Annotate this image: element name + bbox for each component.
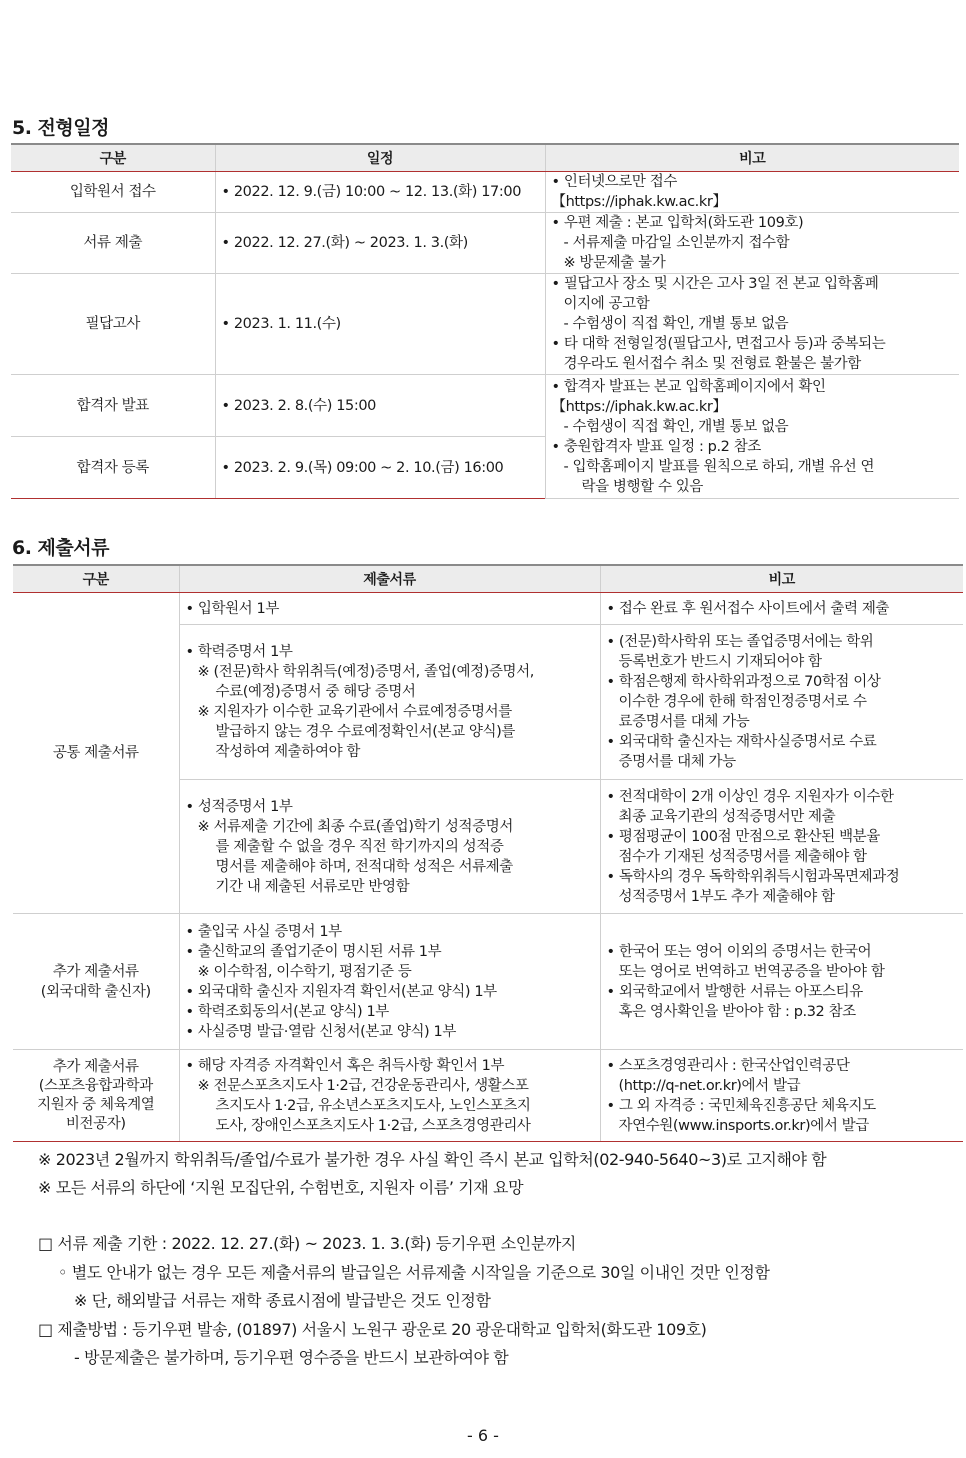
note-line: 락을 병행할 수 있음 [581, 478, 703, 495]
schedule-header-category: 구분 [11, 144, 215, 172]
documents-list [179, 914, 600, 1050]
schedule-date: • 2022. 12. 27.(화) ~ 2023. 1. 3.(화) [215, 213, 545, 274]
section6-title: 6. 제출서류 [12, 537, 109, 559]
schedule-date: • 2023. 1. 11.(수) [215, 274, 545, 375]
doc-line: • 학력증명서 1부 [185, 644, 293, 660]
note-line: • 외국학교에서 발행한 서류는 아포스티유 [606, 983, 863, 1000]
note-line: • 합격자 발표는 본교 입학홈페이지에서 확인 [551, 378, 826, 395]
documents-row [13, 914, 963, 1050]
note-line: 료증명서를 대체 가능 [618, 714, 750, 730]
documents-list [179, 593, 600, 625]
page-number: - 6 - [467, 1426, 499, 1445]
note-line: 경우라도 원서접수 취소 및 전형료 환불은 불가함 [563, 356, 861, 372]
schedule-category: 서류 제출 [11, 213, 215, 274]
doc-line: • 출신학교의 졸업기준이 명시된 서류 1부 [185, 943, 442, 960]
schedule-category: 합격자 등록 [11, 437, 215, 499]
note-line: 【https://iphak.kw.ac.kr】 [551, 398, 727, 415]
documents-row [13, 593, 963, 625]
submission-visit: - 방문제출은 불가하며, 등기우편 영수증을 반드시 보관하여야 함 [74, 1348, 509, 1367]
doc-line: 기간 내 제출된 서류로만 반영함 [215, 878, 410, 895]
documents-table [13, 564, 963, 1142]
note-line: • 그 외 자격증 : 국민체육진흥공단 체육지도 [606, 1097, 876, 1114]
doc-line: 도사, 장애인스포츠지도사 1·2급, 스포츠경영관리사 [215, 1117, 531, 1134]
schedule-note [545, 375, 959, 499]
schedule-row [11, 274, 959, 375]
doc-line: 발급하지 않는 경우 수료예정확인서(본교 양식)를 [215, 724, 515, 740]
documents-header-docs: 제출서류 [179, 565, 600, 593]
note-line: 【https://iphak.kw.ac.kr】 [551, 194, 727, 210]
doc-line: • 출입국 사실 증명서 1부 [185, 923, 342, 940]
note-line: 증명서를 대체 가능 [618, 754, 736, 770]
doc-line: • 입학원서 1부 [185, 600, 279, 617]
schedule-category: 필답고사 [11, 274, 215, 375]
doc-line: 를 제출할 수 없을 경우 직전 학기까지의 성적증 [215, 838, 504, 855]
submission-method: □ 제출방법 : 등기우편 발송, (01897) 서울시 노원구 광운로 20 광운대학교 입학처(화도관 109호) [38, 1320, 707, 1339]
schedule-row [11, 213, 959, 274]
note-line: 등록번호가 반드시 기재되어야 함 [618, 654, 822, 670]
footnote-deadline-notice: ※ 2023년 2월까지 학위취득/졸업/수료가 불가한 경우 사실 확인 즉시 본교 입학처(02-940-5640~3)로 고지해야 함 [38, 1150, 827, 1169]
schedule-note [545, 213, 959, 274]
documents-category: 추가 제출서류 (스포츠융합과학과 지원자 중 체육계열 비전공자) [13, 1050, 179, 1142]
schedule-header-row [11, 144, 959, 172]
note-line: - 수험생이 직접 확인, 개별 통보 없음 [563, 316, 789, 332]
footnote-document-label: ※ 모든 서류의 하단에 ‘지원 모집단위, 수험번호, 지원자 이름’ 기재 요망 [38, 1178, 524, 1197]
note-line: • 평점평균이 100점 만점으로 환산된 백분율 [606, 828, 880, 845]
note-line: • 외국대학 출신자는 재학사실증명서로 수료 [606, 734, 877, 750]
note-line: 이수한 경우에 한해 학점인정증명서로 수 [618, 694, 867, 710]
schedule-category: 입학원서 접수 [11, 172, 215, 213]
documents-note [600, 625, 963, 780]
schedule-row [11, 172, 959, 213]
schedule-table [11, 143, 959, 499]
schedule-category: 합격자 발표 [11, 375, 215, 437]
documents-list [179, 1050, 600, 1142]
note-line: • 접수 완료 후 원서접수 사이트에서 출력 제출 [606, 600, 890, 617]
documents-note [600, 914, 963, 1050]
note-line: • 한국어 또는 영어 이외의 증명서는 한국어 [606, 943, 872, 960]
note-line: - 수험생이 직접 확인, 개별 통보 없음 [563, 418, 789, 435]
schedule-date: • 2023. 2. 8.(수) 15:00 [215, 375, 545, 437]
section5-title: 5. 전형일정 [12, 117, 109, 139]
documents-list [179, 780, 600, 914]
doc-line: ※ 지원자가 이수한 교육기관에서 수료예정증명서를 [197, 704, 512, 720]
note-line: (http://q-net.or.kr)에서 발급 [618, 1077, 801, 1094]
note-line: 성적증명서 1부도 추가 제출해야 함 [618, 888, 835, 905]
submission-deadline: □ 서류 제출 기한 : 2022. 12. 27.(화) ~ 2023. 1. 3.(화) 등기우편 소인분까지 [38, 1234, 576, 1253]
doc-line: • 성적증명서 1부 [185, 798, 293, 815]
schedule-header-date: 일정 [215, 144, 545, 172]
schedule-date: • 2022. 12. 9.(금) 10:00 ~ 12. 13.(화) 17:00 [215, 172, 545, 213]
note-line: 이지에 공고함 [563, 296, 650, 312]
doc-line: 명서를 제출해야 하며, 전적대학 성적은 서류제출 [215, 858, 513, 875]
note-line: • 타 대학 전형일정(필답고사, 면접고사 등)과 중복되는 [551, 336, 886, 352]
documents-note [600, 780, 963, 914]
doc-line: ※ 전문스포츠지도사 1·2급, 건강운동관리사, 생활스포 [197, 1077, 529, 1094]
note-line: • 인터넷으로만 접수 [551, 174, 677, 190]
doc-line: ※ 이수학점, 이수학기, 평점기준 등 [197, 963, 412, 980]
doc-line: ※ (전문)학사 학위취득(예정)증명서, 졸업(예정)증명서, [197, 664, 534, 680]
schedule-note [545, 274, 959, 375]
doc-line: • 사실증명 발급·열람 신청서(본교 양식) 1부 [185, 1023, 456, 1040]
note-line: • 학점은행제 학사학위과정으로 70학점 이상 [606, 674, 881, 690]
doc-line: 수료(예정)증명서 중 해당 증명서 [215, 684, 416, 700]
note-line: 혹은 영사확인을 받아야 함 : p.32 참조 [618, 1003, 856, 1020]
note-line: • 필답고사 장소 및 시간은 고사 3일 전 본교 입학홈페 [551, 276, 879, 292]
submission-validity: ◦ 별도 안내가 없는 경우 모든 제출서류의 발급일은 서류제출 시작일을 기준으로 30일 이내인 것만 인정함 [58, 1263, 770, 1282]
note-line: • 충원합격자 발표 일정 : p.2 참조 [551, 438, 761, 455]
schedule-header-note: 비고 [545, 144, 959, 172]
doc-line: • 학력조회동의서(본교 양식) 1부 [185, 1003, 389, 1020]
doc-line: 츠지도사 1·2급, 유소년스포츠지도사, 노인스포츠지 [215, 1097, 531, 1114]
doc-line: 작성하여 제출하여야 함 [215, 744, 360, 760]
note-line: 최종 교육기관의 성적증명서만 제출 [618, 808, 836, 825]
note-line: • 스포츠경영관리사 : 한국산업인력공단 [606, 1057, 850, 1074]
schedule-note [545, 172, 959, 213]
note-line: ※ 방문제출 불가 [563, 255, 666, 271]
note-line: 자연수원(www.insports.or.kr)에서 발급 [618, 1117, 869, 1134]
note-line: • 독학사의 경우 독학학위취득시험과목면제과정 [606, 868, 900, 885]
documents-header-row [13, 565, 963, 593]
note-line: • (전문)학사학위 또는 졸업증명서에는 학위 [606, 634, 874, 650]
documents-header-note: 비고 [600, 565, 963, 593]
schedule-row [11, 375, 959, 437]
note-line: 또는 영어로 번역하고 번역공증을 받아야 함 [618, 963, 885, 980]
doc-line: • 해당 자격증 자격확인서 혹은 취득사항 확인서 1부 [185, 1057, 505, 1074]
documents-note [600, 1050, 963, 1142]
documents-category: 공통 제출서류 [13, 593, 179, 914]
note-line: • 전적대학이 2개 이상인 경우 지원자가 이수한 [606, 788, 894, 805]
doc-line: ※ 서류제출 기간에 최종 수료(졸업)학기 성적증명서 [197, 818, 513, 835]
documents-category: 추가 제출서류 (외국대학 출신자) [13, 914, 179, 1050]
doc-line: • 외국대학 출신자 지원자격 확인서(본교 양식) 1부 [185, 983, 497, 1000]
documents-list [179, 625, 600, 780]
documents-note [600, 593, 963, 625]
note-line: • 우편 제출 : 본교 입학처(화도관 109호) [551, 215, 804, 231]
documents-row [13, 1050, 963, 1142]
note-line: - 서류제출 마감일 소인분까지 접수함 [563, 235, 790, 251]
schedule-date: • 2023. 2. 9.(목) 09:00 ~ 2. 10.(금) 16:00 [215, 437, 545, 499]
documents-header-category: 구분 [13, 565, 179, 593]
submission-overseas: ※ 단, 해외발급 서류는 재학 종료시점에 발급받은 것도 인정함 [74, 1291, 491, 1310]
note-line: 점수가 기재된 성적증명서를 제출해야 함 [618, 848, 867, 865]
note-line: - 입학홈페이지 발표를 원칙으로 하되, 개별 유선 연 [563, 458, 875, 475]
